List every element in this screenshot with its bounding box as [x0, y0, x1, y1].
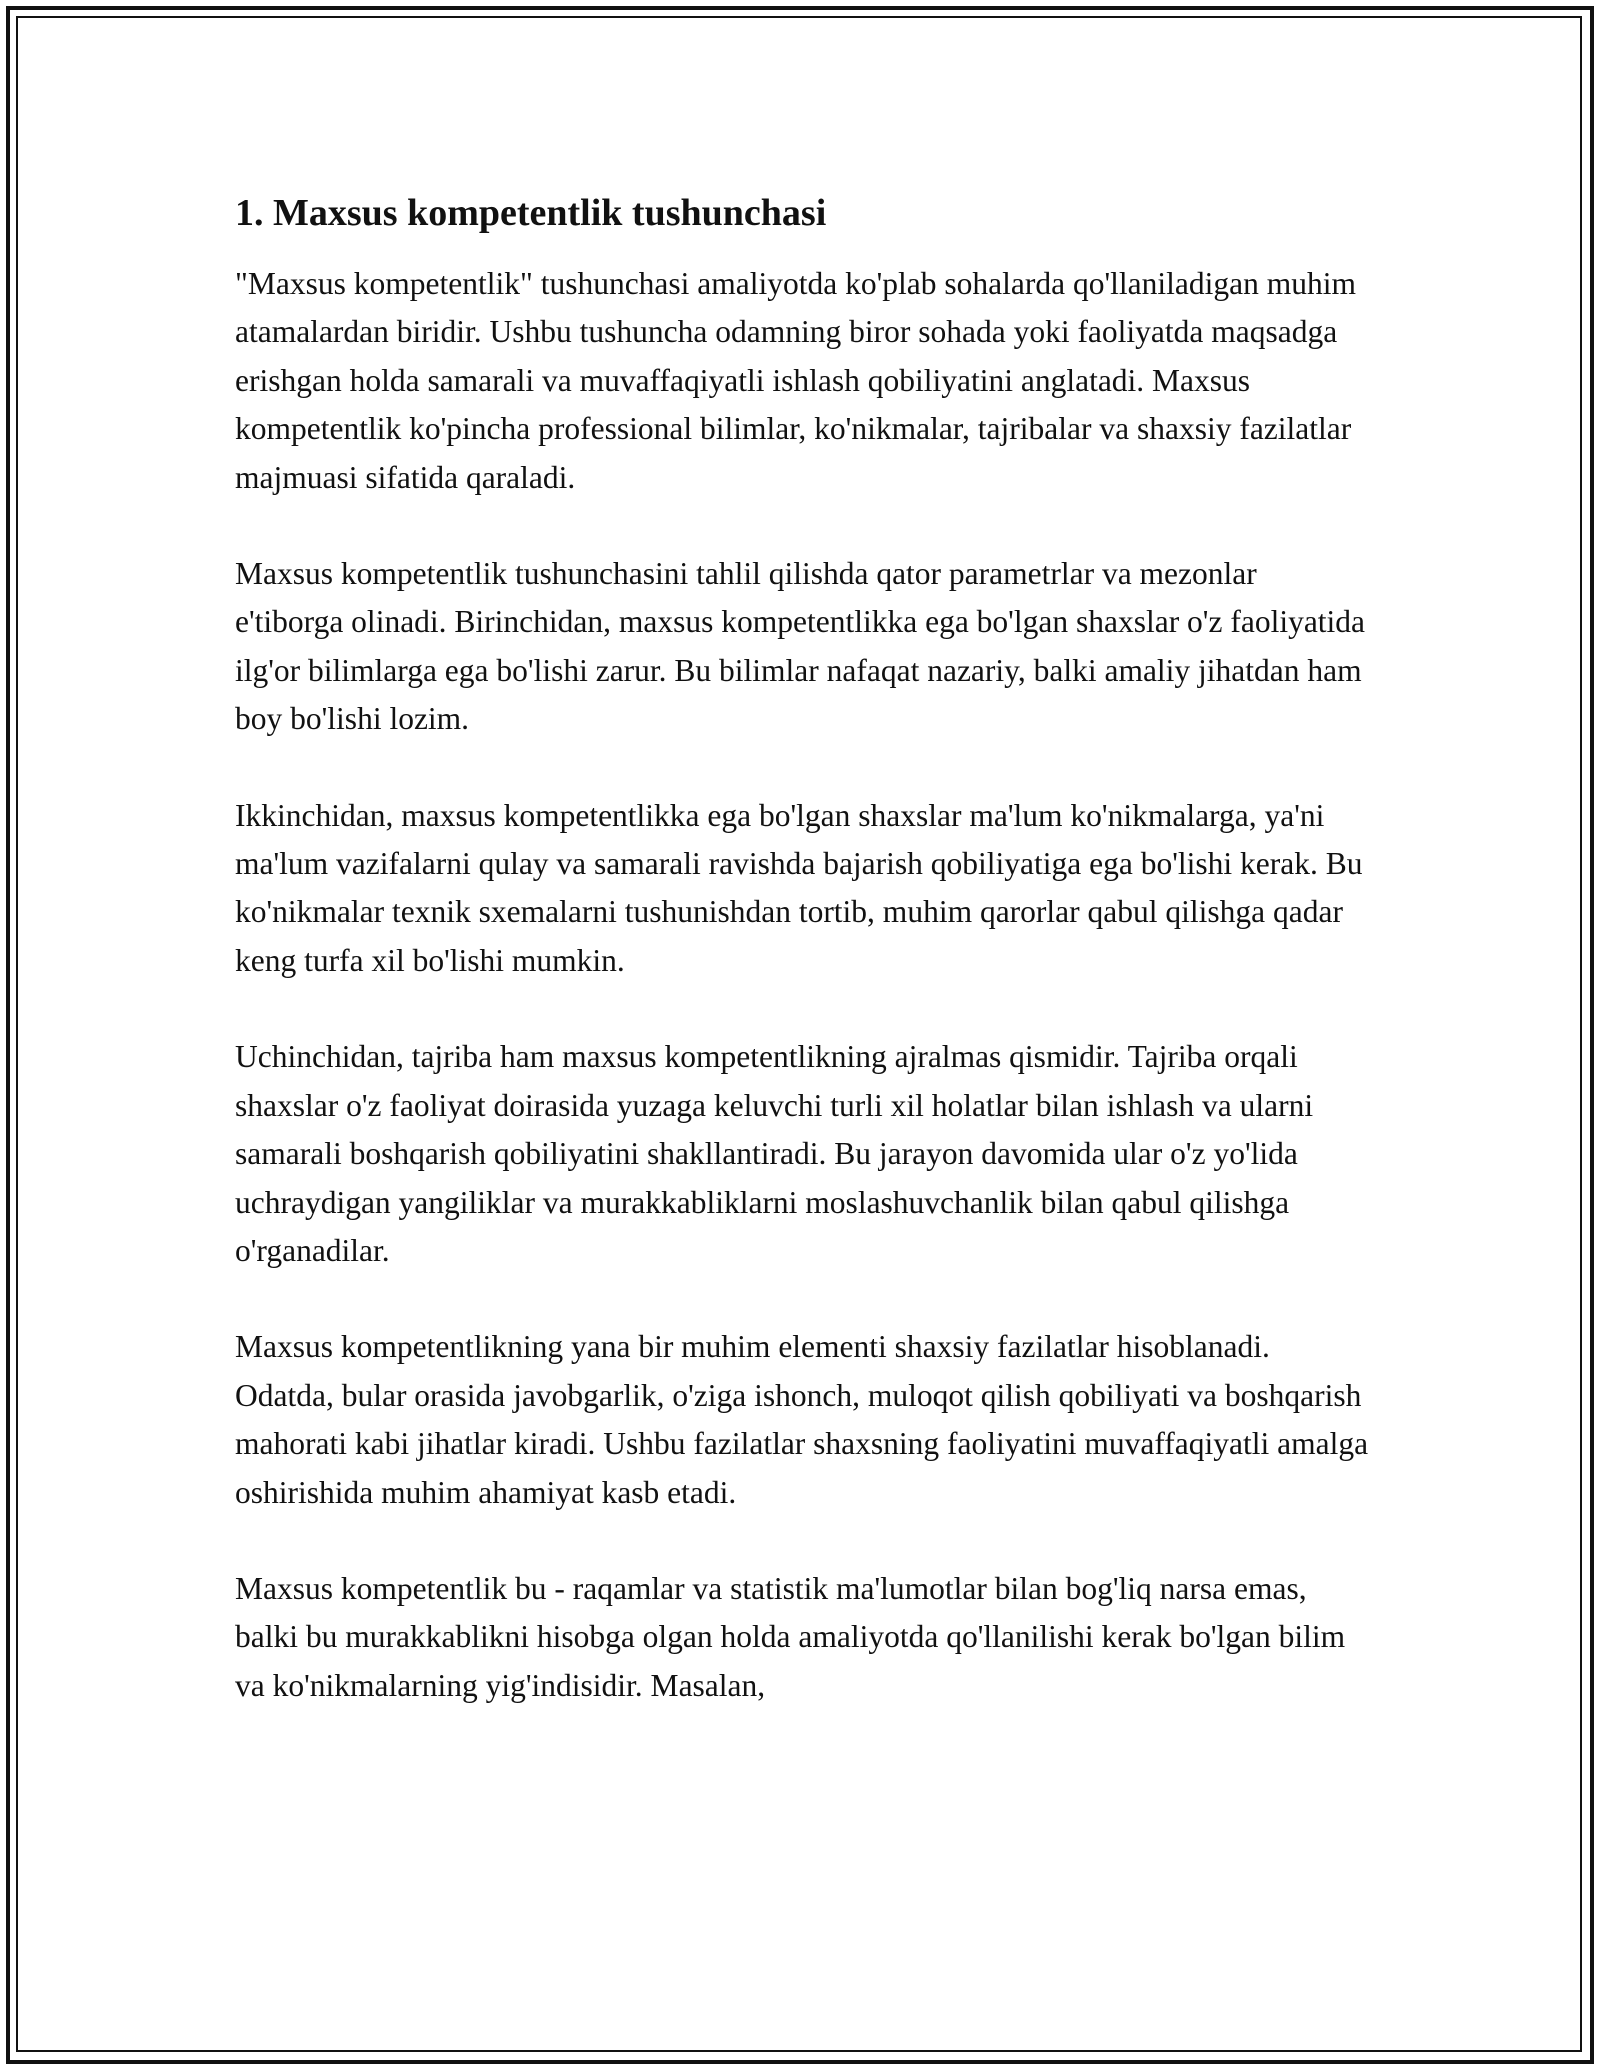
- section-heading: 1. Maxsus kompetentlik tushunchasi: [235, 192, 827, 234]
- paragraph-1: "Maxsus kompetentlik" tushunchasi amaliyotda ko'plab sohalarda qo'llaniladigan muhim atamalardan biridir. Ushbu tushuncha odamning biror sohada yoki faoliyatda maqsadga erishgan holda samarali va muvaffaqiyatli ishlash qobiliyatini anglatadi. Maxsus kompetentlik ko'pincha professional bilimlar, ko'nikmalar, tajribalar va shaxsiy fazilatlar majmuasi sifatida qaraladi.: [235, 266, 1356, 495]
- paragraph-4: Uchinchidan, tajriba ham maxsus kompetentlikning ajralmas qismidir. Tajriba orqali shaxslar o'z faoliyat doirasida yuzaga keluvchi turli xil holatlar bilan ishlash va ularni samarali boshqarish qobiliyatini shakllantiradi. Bu jarayon davomida ular o'z yo'lida uchraydigan yangiliklar va murakkabliklarni moslashuvchanlik bilan qabul qilishga o'rganadilar.: [235, 1039, 1314, 1268]
- paragraph-3: Ikkinchidan, maxsus kompetentlikka ega bo'lgan shaxslar ma'lum ko'nikmalarga, ya'ni ma'lum vazifalarni qulay va samarali ravishda bajarish qobiliyatiga ega bo'lishi kerak. Bu ko'nikmalar texnik sxemalarni tushunishdan tortib, muhim qarorlar qabul qilishga qadar keng turfa xil bo'lishi mumkin.: [235, 797, 1363, 978]
- paragraph-5: Maxsus kompetentlikning yana bir muhim elementi shaxsiy fazilatlar hisoblanadi. Odatda, bular orasida javobgarlik, o'ziga ishonch, muloqot qilish qobiliyati va boshqarish mahorati kabi jihatlar kiradi. Ushbu fazilatlar shaxsning faoliyatini muvaffaqiyatli amalga oshirishida muhim ahamiyat kasb etadi.: [235, 1329, 1369, 1510]
- paragraph-6: Maxsus kompetentlik bu - raqamlar va statistik ma'lumotlar bilan bog'liq narsa emas, balki bu murakkablikni hisobga olgan holda amaliyotda qo'llanilishi kerak bo'lgan bilim va ko'nikmalarning yig'indisidir. Masalan,: [235, 1570, 1346, 1703]
- paragraph-2: Maxsus kompetentlik tushunchasini tahlil qilishda qator parametrlar va mezonlar e'tiborga olinadi. Birinchidan, maxsus kompetentlikka ega bo'lgan shaxslar o'z faoliyatida ilg'or bilimlarga ega bo'lishi zarur. Bu bilimlar nafaqat nazariy, balki amaliy jihatdan ham boy bo'lishi lozim.: [235, 556, 1366, 737]
- document-body: [235, 186, 1370, 1710]
